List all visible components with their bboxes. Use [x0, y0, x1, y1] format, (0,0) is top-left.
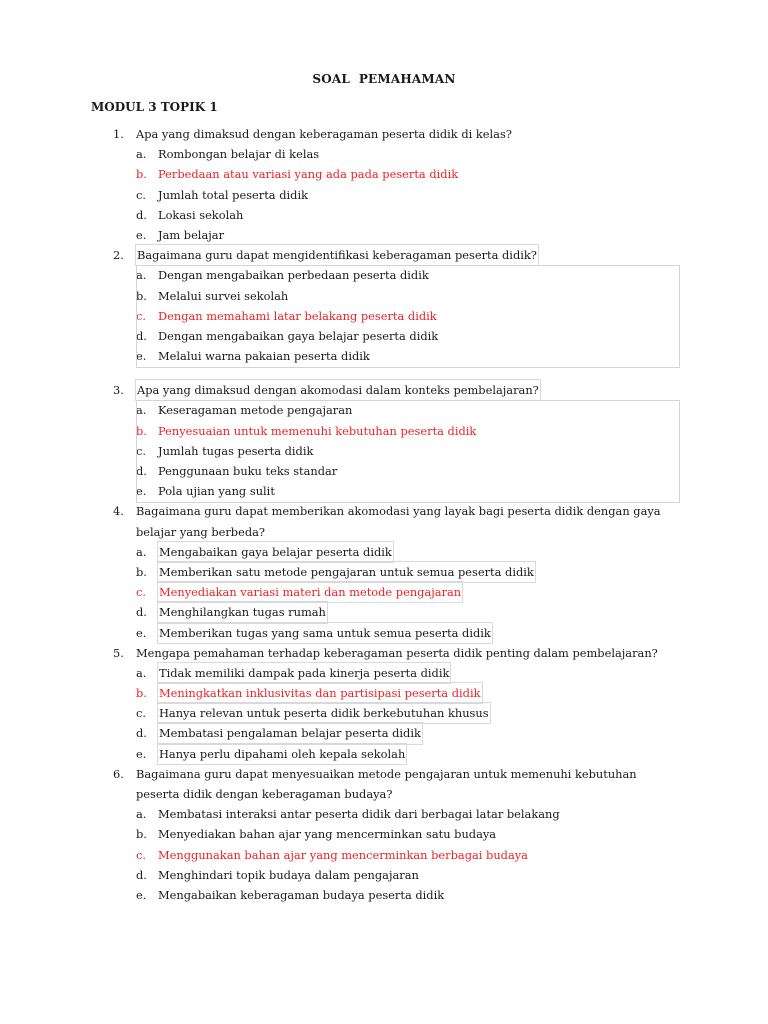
- option-e: [0, 623, 768, 643]
- options-list: [0, 804, 768, 905]
- option-text: Penyesuaian untuk memenuhi kebutuhan peserta didik: [158, 423, 477, 438]
- document-title: SOAL PEMAHAMAN: [312, 72, 456, 86]
- option-text: Rombongan belajar di kelas: [158, 147, 320, 162]
- options-list: [0, 265, 768, 366]
- option-text: Menyediakan variasi materi dan metode pengajaran: [158, 582, 462, 602]
- option-text: Hanya relevan untuk peserta didik berkebutuhan khusus: [158, 703, 490, 723]
- option-letter: e.: [136, 484, 147, 499]
- option-e: [0, 225, 768, 245]
- option-text: Mengabaikan keberagaman budaya peserta didik: [158, 887, 445, 902]
- question-line: [0, 380, 768, 400]
- option-text: Melalui warna pakaian peserta didik: [158, 349, 370, 364]
- option-letter: d.: [136, 605, 147, 620]
- option-letter: d.: [136, 328, 147, 343]
- option-text: Dengan mengabaikan gaya belajar peserta didik: [158, 328, 439, 343]
- question-1: [0, 124, 768, 245]
- question-text: Bagaimana guru dapat menyesuaikan metode pengajaran untuk memenuhi kebutuhan: [136, 766, 637, 781]
- option-d: [0, 865, 768, 885]
- option-e: [0, 481, 768, 501]
- option-text: Tidak memiliki dampak pada kinerja peserta didik: [158, 663, 450, 683]
- question-number: 3.: [113, 383, 124, 398]
- question-text: peserta didik dengan keberagaman budaya?: [136, 787, 393, 801]
- question-number: 6.: [113, 766, 124, 781]
- option-e: [0, 744, 768, 764]
- option-letter: a.: [136, 544, 147, 559]
- option-d: [0, 723, 768, 743]
- option-a: [0, 663, 768, 683]
- question-line: [0, 764, 768, 784]
- option-letter: e.: [136, 349, 147, 364]
- options-list: [0, 144, 768, 245]
- question-line: [0, 124, 768, 144]
- option-letter: b.: [136, 167, 147, 182]
- option-c: [0, 703, 768, 723]
- module-heading: MODUL 3 TOPIK 1: [91, 100, 218, 114]
- question-line: [0, 522, 768, 542]
- question-4: [0, 501, 768, 642]
- question-text: belajar yang berbeda?: [136, 524, 266, 539]
- option-letter: b.: [136, 423, 147, 438]
- question-5: [0, 643, 768, 764]
- option-letter: c.: [136, 585, 147, 600]
- option-letter: a.: [136, 665, 147, 680]
- option-letter: b.: [136, 564, 147, 579]
- question-number: 4.: [113, 504, 124, 519]
- option-d: [0, 205, 768, 225]
- option-letter: d.: [136, 464, 147, 478]
- option-letter: d.: [136, 207, 147, 222]
- spacer: [0, 366, 768, 380]
- option-c: [0, 441, 768, 461]
- question-number: 1.: [113, 127, 124, 141]
- option-text: Perbedaan atau variasi yang ada pada peserta didik: [158, 167, 459, 182]
- option-c: [0, 845, 768, 865]
- options-list: [0, 400, 768, 501]
- option-letter: c.: [136, 308, 147, 323]
- question-line: [0, 784, 768, 804]
- option-text: Penggunaan buku teks standar: [158, 464, 338, 478]
- option-text: Keseragaman metode pengajaran: [158, 403, 353, 418]
- question-text: Mengapa pemahaman terhadap keberagaman peserta didik penting dalam pembelajaran?: [136, 645, 658, 660]
- option-d: [0, 602, 768, 622]
- question-line: [0, 501, 768, 521]
- question-text: Apa yang dimaksud dengan keberagaman peserta didik di kelas?: [136, 127, 512, 141]
- option-a: [0, 144, 768, 164]
- option-c: [0, 306, 768, 326]
- option-letter: c.: [136, 443, 147, 458]
- option-letter: a.: [136, 268, 147, 283]
- option-text: Menghilangkan tugas rumah: [158, 602, 327, 622]
- option-text: Jumlah total peserta didik: [158, 187, 308, 202]
- options-list: [0, 542, 768, 643]
- option-a: [0, 265, 768, 285]
- option-b: [0, 421, 768, 441]
- question-text: Apa yang dimaksud dengan akomodasi dalam konteks pembelajaran?: [136, 380, 540, 400]
- option-letter: e.: [136, 887, 147, 902]
- question-number: 2.: [113, 248, 124, 263]
- option-text: Dengan mengabaikan perbedaan peserta didik: [158, 268, 429, 283]
- option-letter: b.: [136, 686, 147, 701]
- option-b: [0, 824, 768, 844]
- option-letter: a.: [136, 807, 147, 822]
- question-line: [0, 643, 768, 663]
- options-list: [0, 663, 768, 764]
- option-text: Mengabaikan gaya belajar peserta didik: [158, 542, 393, 562]
- option-letter: c.: [136, 847, 147, 862]
- option-text: Menyediakan bahan ajar yang mencerminkan satu budaya: [158, 827, 497, 842]
- option-letter: e.: [136, 625, 147, 640]
- question-text: Bagaimana guru dapat mengidentifikasi keberagaman peserta didik?: [136, 245, 538, 265]
- option-c: [0, 185, 768, 205]
- option-b: [0, 562, 768, 582]
- option-letter: d.: [136, 867, 147, 882]
- option-text: Membatasi interaksi antar peserta didik dari berbagai latar belakang: [158, 807, 560, 822]
- option-text: Meningkatkan inklusivitas dan partisipasi peserta didik: [158, 683, 482, 703]
- option-letter: e.: [136, 746, 147, 761]
- option-letter: b.: [136, 827, 147, 842]
- option-letter: d.: [136, 726, 147, 741]
- option-letter: e.: [136, 227, 147, 242]
- option-text: Lokasi sekolah: [158, 207, 244, 222]
- option-a: [0, 400, 768, 420]
- option-c: [0, 582, 768, 602]
- option-d: [0, 461, 768, 481]
- option-text: Jam belajar: [158, 227, 225, 242]
- question-2: [0, 245, 768, 380]
- option-text: Melalui survei sekolah: [158, 288, 289, 303]
- option-text: Jumlah tugas peserta didik: [158, 443, 314, 458]
- option-text: Menghindari topik budaya dalam pengajaran: [158, 867, 419, 882]
- option-text: Memberikan satu metode pengajaran untuk semua peserta didik: [158, 562, 535, 582]
- question-3: [0, 380, 768, 501]
- option-a: [0, 804, 768, 824]
- option-d: [0, 326, 768, 346]
- option-b: [0, 164, 768, 184]
- option-b: [0, 286, 768, 306]
- option-letter: c.: [136, 187, 147, 202]
- question-6: [0, 764, 768, 905]
- option-letter: a.: [136, 403, 147, 418]
- option-text: Pola ujian yang sulit: [158, 484, 275, 499]
- option-a: [0, 542, 768, 562]
- option-text: Dengan memahami latar belakang peserta didik: [158, 308, 437, 323]
- option-e: [0, 885, 768, 905]
- option-text: Memberikan tugas yang sama untuk semua peserta didik: [158, 623, 492, 643]
- question-text: Bagaimana guru dapat memberikan akomodasi yang layak bagi peserta didik dengan gaya: [136, 504, 661, 519]
- option-text: Menggunakan bahan ajar yang mencerminkan berbagai budaya: [158, 847, 528, 862]
- option-letter: b.: [136, 288, 147, 303]
- option-b: [0, 683, 768, 703]
- option-e: [0, 346, 768, 366]
- option-letter: a.: [136, 147, 147, 162]
- option-text: Hanya perlu dipahami oleh kepala sekolah: [158, 744, 406, 764]
- option-letter: c.: [136, 706, 147, 721]
- question-number: 5.: [113, 645, 124, 660]
- question-list: [0, 124, 768, 905]
- question-line: [0, 245, 768, 265]
- option-text: Membatasi pengalaman belajar peserta didik: [158, 723, 422, 743]
